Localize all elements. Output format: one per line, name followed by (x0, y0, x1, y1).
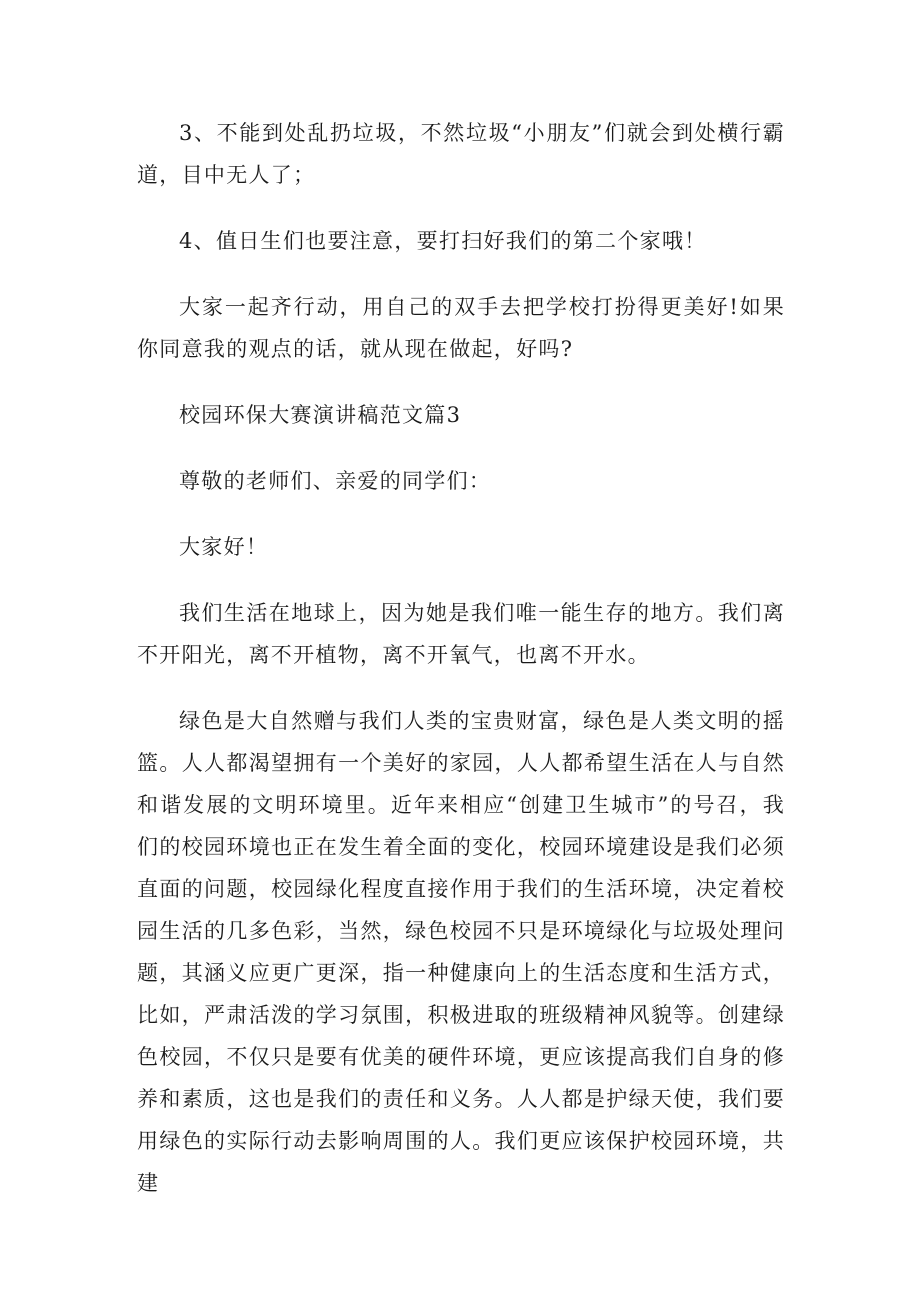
salutation: 尊敬的老师们、亲爱的同学们： (179, 469, 492, 493)
paragraph-gap (137, 262, 785, 286)
paragraph-gap (137, 568, 785, 592)
paragraph-gap (137, 502, 785, 526)
paragraph-gap (137, 196, 785, 220)
section-title: 校园环保大赛演讲稿范文篇3 (179, 403, 462, 427)
paragraph-green-campus: 绿色是大自然赠与我们人类的宝贵财富，绿色是人类文明的摇篮。人人都渴望拥有一个美好的家园，人人都希望生活在人与自然和谐发展的文明环境里。近年来相应“创建卫生城市”的号召，我们的校园环境也正在发生着全面的变化，校园环境建设是我们必须直面的问题，校园绿化程度直接作用于我们的生活环境，决定着校园生活的几多色彩，当然，绿色校园不只是环境绿化与垃圾处理问题，其涵义应更广更深，指一种健康向上的生活态度和生活方式，比如，严肃活泼的学习氛围，积极进取的班级精神风貌等。创建绿色校园，不仅只是要有优美的硬件环境，更应该提高我们自身的修养和素质，这也是我们的责任和义务。人人都是护绿天使，我们要用绿色的实际行动去影响周围的人。我们更应该保护校园环境，共建 (137, 709, 785, 1195)
paragraph-gap (137, 676, 785, 700)
paragraph-rule-3: 3、不能到处乱扔垃圾，不然垃圾“小朋友”们就会到处横行霸道，目中无人了； (137, 121, 785, 187)
paragraph-gap (137, 436, 785, 460)
paragraph-rule-4: 4、值日生们也要注意，要打扫好我们的第二个家哦！ (179, 229, 707, 253)
paragraph-earth: 我们生活在地球上，因为她是我们唯一能生存的地方。我们离不开阳光，离不开植物，离不开氧气，也离不开水。 (137, 601, 785, 667)
paragraph-gap (137, 370, 785, 394)
document-body (137, 112, 785, 1204)
paragraph-call-to-action: 大家一起齐行动，用自己的双手去把学校打扮得更美好!如果你同意我的观点的话，就从现在做起，好吗? (137, 295, 785, 361)
greeting: 大家好！ (179, 535, 269, 559)
